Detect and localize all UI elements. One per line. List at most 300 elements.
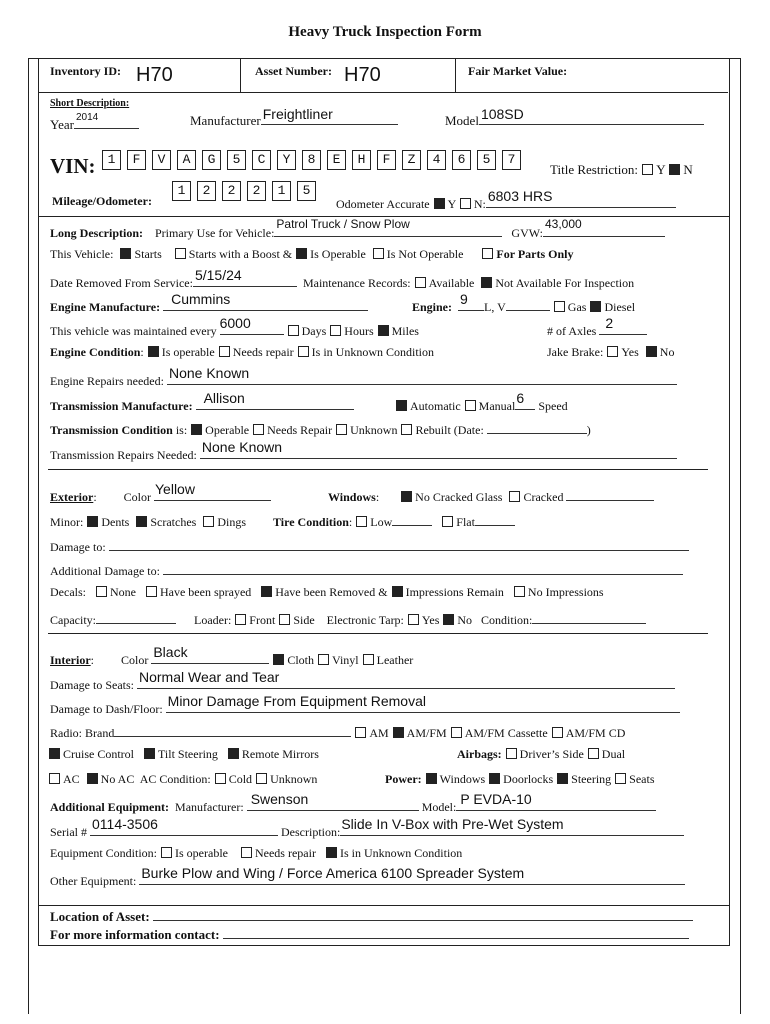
vin-char-box[interactable]: 8 [302,150,321,170]
date-removed-label: Date Removed From Service: [50,276,193,290]
engine-repairs-value: None Known [168,365,250,381]
title-restriction [550,162,693,178]
dings-checkbox[interactable] [203,516,214,527]
loader-side-checkbox[interactable] [279,614,290,625]
days-checkbox[interactable] [288,325,299,336]
title-restriction-label: Title Restriction: [550,162,638,177]
cruise-checkbox[interactable] [49,748,60,759]
odo-label: Odometer Accurate [336,197,430,211]
axles-row [547,315,647,339]
vin-char-box[interactable]: 5 [477,150,496,170]
decals-sprayed-label: Have been sprayed [159,585,252,599]
days-label: Days [301,324,327,338]
power-steering-label: Steering [571,772,612,786]
engine-repair-label: Needs repair [232,345,294,359]
dents-label: Dents [101,515,130,529]
equip-repair-checkbox[interactable] [241,847,252,858]
cloth-checkbox[interactable] [273,654,284,665]
power-seats-label: Seats [629,772,655,786]
gvw-field[interactable] [543,217,665,237]
engine-repair-checkbox[interactable] [219,346,230,357]
add-damage-field[interactable] [163,560,683,575]
no-impressions-checkbox[interactable] [514,586,525,597]
trans-repair-checkbox[interactable] [253,424,264,435]
vin-char-box[interactable]: 1 [102,150,121,170]
tarp-yes-label: Yes [421,613,440,627]
gvw-value: 43,000 [544,217,582,231]
miles-checkbox[interactable] [378,325,389,336]
date-removed-field[interactable] [193,267,297,287]
model-value: 108SD [480,106,524,122]
date-removed-row [50,267,635,291]
year-value: 2014 [75,112,99,123]
tarp-yes-checkbox[interactable] [408,614,419,625]
capacity-row [50,609,646,628]
vinyl-checkbox[interactable] [318,654,329,665]
trans-cond-label: Transmission Condition [50,423,173,437]
radio-amfm-checkbox[interactable] [393,727,404,738]
add-equip-model-value: P EVDA-10 [460,791,532,807]
capacity-label: Capacity: [50,613,96,627]
equip-cond-row [50,846,462,861]
manual-checkbox[interactable] [465,400,476,411]
radio-am-label: AM [369,726,389,740]
engine-row [412,291,636,315]
trans-cond-row [50,419,591,438]
starts-label: Starts [134,247,162,261]
manufacturer-label: Manufacturer [190,113,261,128]
maint-not-available-checkbox[interactable] [481,277,492,288]
radio-brand-field[interactable] [114,722,351,737]
ac-condition-label: AC Condition: [139,772,211,786]
engine-operable-checkbox[interactable] [148,346,159,357]
tarp-no-label: No [457,613,473,627]
not-operable-checkbox[interactable] [373,248,384,259]
section-divider-2 [48,633,708,634]
model-row [445,106,704,129]
section-divider-1 [48,469,708,470]
speed-field[interactable] [515,390,535,410]
trans-repairs-value: None Known [201,439,283,455]
title-n-label: N [683,162,693,177]
gas-label: Gas [567,300,587,314]
add-equip-row [50,791,656,815]
cloth-label: Cloth [287,653,315,667]
serial-value: 0114-3506 [92,816,158,832]
engine-v-field[interactable] [506,296,550,311]
vin-char-box[interactable]: 6 [452,150,471,170]
trans-unknown-checkbox[interactable] [336,424,347,435]
vin-label: VIN: [50,154,96,178]
mileage-boxes[interactable] [172,181,322,201]
trans-operable-checkbox[interactable] [191,424,202,435]
equip-operable-checkbox[interactable] [161,847,172,858]
hours-checkbox[interactable] [330,325,341,336]
interior-color-field[interactable] [151,644,269,664]
ac-cold-checkbox[interactable] [215,773,226,784]
engine-mfr-value: Cummins [171,291,231,307]
mirrors-checkbox[interactable] [228,748,239,759]
rebuilt-date-field[interactable] [487,419,587,434]
form-title: Heavy Truck Inspection Form [288,24,482,40]
minor-row: Minor: Dents Scratches Dings Tire Condition: Low Flat [50,511,515,530]
primary-use-value: Patrol Truck / Snow Plow [276,217,410,231]
long-desc-row [50,217,665,241]
odo-n-label: N: [473,197,486,211]
equip-desc-value: Slide In V-Box with Pre-Wet System [341,816,564,832]
vin-char-box[interactable]: 7 [502,150,521,170]
seats-value: Normal Wear and Tear [138,669,280,685]
contact-field[interactable] [223,924,689,939]
vin-char-box[interactable]: A [177,150,196,170]
impressions-label: Impressions Remain [405,585,504,599]
engine-unknown-label: Is in Unknown Condition [311,345,435,359]
trans-repair-label: Needs Repair [267,423,333,437]
operable-label: Is Operable [310,247,366,261]
impressions-checkbox[interactable] [392,586,403,597]
ac-checkbox[interactable] [49,773,60,784]
vin-char-box[interactable]: F [377,150,396,170]
no-cracked-checkbox[interactable] [401,491,412,502]
automatic-label: Automatic [410,399,461,413]
tilt-checkbox[interactable] [144,748,155,759]
engine-label: Engine: [412,300,453,314]
year-row [50,114,139,133]
tire-low-checkbox[interactable] [356,516,367,527]
vin-char-box[interactable]: 5 [227,150,246,170]
decals-removed-checkbox[interactable] [261,586,272,597]
engine-value: 9 [460,291,468,307]
maintained-label: This vehicle was maintained every [50,324,217,338]
hours-label: Hours [344,324,374,338]
vin-char-box[interactable]: C [252,150,271,170]
vin-char-box[interactable]: 4 [427,150,446,170]
vin-char-box[interactable]: H [352,150,371,170]
cracked-checkbox[interactable] [509,491,520,502]
tire-low-field[interactable] [392,511,432,526]
vinyl-label: Vinyl [332,653,359,667]
model-label: Model [445,113,479,128]
interior-row: Interior: Color Black Cloth Vinyl Leather [50,644,414,667]
manufacturer-value: Freightliner [262,106,333,122]
engine-cond-row: Engine Condition: Is operable Needs repair Is in Unknown Condition [50,345,435,359]
seats-field[interactable] [137,669,675,689]
gvw-label: GVW: [511,226,543,240]
maint-available-label: Available [428,276,475,290]
add-equip-mfr-field[interactable] [247,791,419,811]
exterior-color-value: Yellow [155,481,195,497]
model-field[interactable] [479,106,704,125]
engine-lv-label: L, V [484,300,506,314]
exterior-color-field[interactable] [154,481,271,501]
cracked-label: Cracked [523,490,564,504]
automatic-checkbox[interactable] [396,400,407,411]
asset-value[interactable]: H70 [344,64,381,86]
vin-char-box[interactable]: F [127,150,146,170]
primary-use-label: Primary Use for Vehicle: [155,226,275,240]
dash-label: Damage to Dash/Floor: [50,702,163,716]
jake-yes-label: Yes [621,345,639,359]
scratches-checkbox[interactable] [136,516,147,527]
header-cell-divider-1 [240,58,241,92]
serial-label: Serial # [50,825,87,839]
dual-airbag-checkbox[interactable] [588,748,599,759]
parts-only-checkbox[interactable] [482,248,493,259]
add-equip-mfr-value: Swenson [250,791,309,807]
serial-row [50,816,684,840]
windows-row: Windows: No Cracked Glass Cracked [328,486,654,505]
mirrors-label: Remote Mirrors [241,747,319,761]
this-vehicle-row [50,247,574,262]
radio-amfm-label: AM/FM [406,726,447,740]
miles-label: Miles [391,324,419,338]
equip-operable-label: Is operable [175,846,228,860]
other-equip-label: Other Equipment: [50,874,137,888]
decals-label: Decals: [50,585,86,599]
power-windows-label: Windows [439,772,486,786]
equip-desc-field[interactable] [340,816,684,836]
parts-only-label: For Parts Only [496,247,574,261]
maint-records-label: Maintenance Records: [302,276,411,290]
header-cell-divider-2 [455,58,456,92]
odo-field[interactable] [486,188,676,208]
mileage-digit-box[interactable]: 2 [222,181,241,201]
minor-label: Minor: [50,515,84,529]
tire-label: Tire Condition [273,515,349,529]
engine-repairs-field[interactable] [167,365,677,385]
add-damage-label: Additional Damage to: [50,564,160,578]
maint-available-checkbox[interactable] [415,277,426,288]
jake-brake-label: Jake Brake: [547,345,604,359]
not-operable-label: Is Not Operable [386,247,464,261]
engine-repairs-row [50,365,677,389]
trans-mfr-row [50,390,354,414]
dash-value: Minor Damage From Equipment Removal [167,693,426,709]
axles-field[interactable] [599,315,647,335]
trans-repairs-field[interactable] [200,439,677,459]
no-cracked-label: No Cracked Glass [415,490,503,504]
add-damage-row [50,560,683,579]
year-field[interactable] [74,114,139,129]
maintained-value: 6000 [219,315,251,331]
tire-low-label: Low [370,515,393,529]
mileage-digit-box[interactable]: 1 [172,181,191,201]
add-equip-mfr-label: Manufacturer: [175,800,244,814]
trans-mfr-label: Transmission Manufacture: [50,399,193,413]
boost-label: Starts with a Boost & [188,247,293,261]
dual-airbag-label: Dual [601,747,626,761]
primary-use-field[interactable] [274,217,502,237]
trans-rebuilt-checkbox[interactable] [401,424,412,435]
no-ac-label: No AC [100,772,135,786]
decals-none-checkbox[interactable] [96,586,107,597]
trans-rebuilt-label: Rebuilt (Date: [415,423,484,437]
vin-char-box[interactable]: E [327,150,346,170]
driver-airbag-label: Driver’s Side [519,747,584,761]
engine-operable-label: Is operable [161,345,215,359]
odo-y-label: Y [447,197,456,211]
dash-row [50,693,680,717]
engine-field[interactable] [458,291,484,311]
engine-mfr-field[interactable] [163,291,368,311]
driver-airbag-checkbox[interactable] [506,748,517,759]
seats-label: Damage to Seats: [50,678,134,692]
location-field[interactable] [153,906,693,921]
radio-cd-label: AM/FM CD [565,726,626,740]
asset-label: Asset Number: [255,64,332,78]
maintained-field[interactable] [219,315,284,335]
starts-checkbox[interactable] [120,248,131,259]
engine-repairs-label: Engine Repairs needed: [50,374,164,388]
equip-unknown-checkbox[interactable] [326,847,337,858]
rebuilt-close: ) [586,423,591,437]
loader-front-checkbox[interactable] [235,614,246,625]
tarp-condition-label: Condition: [481,613,533,627]
decals-row [50,585,604,600]
dash-field[interactable] [166,693,680,713]
jake-no-checkbox[interactable] [646,346,657,357]
power-seats-checkbox[interactable] [615,773,626,784]
trans-repairs-label: Transmission Repairs Needed: [50,448,197,462]
tilt-label: Tilt Steering [158,747,218,761]
ac-unknown-checkbox[interactable] [256,773,267,784]
add-equip-label: Additional Equipment: [50,800,170,814]
this-vehicle-label: This Vehicle: [50,247,114,261]
exterior-color-label: Color [123,490,151,504]
manufacturer-field[interactable] [261,106,398,125]
inventory-value[interactable]: H70 [136,64,173,86]
dings-label: Dings [217,515,246,529]
tarp-no-checkbox[interactable] [443,614,454,625]
radio-cd-checkbox[interactable] [552,727,563,738]
engine-mfr-row [50,291,368,315]
power-doorlocks-label: Doorlocks [503,772,554,786]
trans-mfr-field[interactable] [196,390,354,410]
add-equip-model-label: Model: [421,800,457,814]
no-ac-checkbox[interactable] [87,773,98,784]
vin-char-box[interactable]: Z [402,150,421,170]
power-label: Power: [385,772,422,786]
title-y-label: Y [656,162,666,177]
equip-desc-label: Description: [281,825,341,839]
add-equip-model-field[interactable] [456,791,656,811]
gas-checkbox[interactable] [554,301,565,312]
maintained-row [50,315,419,339]
manufacturer-row [190,106,398,129]
airbags-row [457,747,625,762]
radio-cassette-checkbox[interactable] [451,727,462,738]
jake-no-label: No [659,345,675,359]
vin-char-box[interactable]: G [202,150,221,170]
ac-cold-label: Cold [228,772,253,786]
axles-label: # of Axles [547,324,597,338]
power-steering-checkbox[interactable] [557,773,568,784]
loader-side-label: Side [293,613,315,627]
trans-mfr-value: Allison [203,390,245,406]
mileage-digit-box[interactable]: 5 [297,181,316,201]
location-row [50,906,693,925]
diesel-checkbox[interactable] [590,301,601,312]
mileage-label: Mileage/Odometer: [52,194,152,208]
title-y-checkbox[interactable] [642,164,653,175]
tarp-condition-field[interactable] [532,609,646,624]
mileage-digit-box[interactable]: 1 [272,181,291,201]
tire-flat-field[interactable] [475,511,515,526]
tire-flat-label: Flat [456,515,475,529]
engine-mfr-label: Engine Manufacture: [50,300,161,314]
mileage-digit-box[interactable]: 2 [247,181,266,201]
odo-value: 6803 HRS [487,188,553,204]
damage-row [50,536,689,555]
jake-yes-checkbox[interactable] [607,346,618,357]
vin-char-box[interactable]: Y [277,150,296,170]
ac-unknown-label: Unknown [270,772,318,786]
seats-row [50,669,675,693]
boost-checkbox[interactable] [175,248,186,259]
trans-operable-label: Operable [205,423,250,437]
ac-row [48,772,317,787]
trans-unknown-label: Unknown [350,423,398,437]
power-doorlocks-checkbox[interactable] [489,773,500,784]
diesel-label: Diesel [604,300,636,314]
odo-y-checkbox[interactable] [434,198,445,209]
equip-repair-label: Needs repair [254,846,316,860]
short-desc-label: Short Description: [50,98,130,109]
radio-row [50,722,625,741]
mileage-digit-box[interactable]: 2 [197,181,216,201]
jake-brake-row [547,345,674,360]
leather-checkbox[interactable] [363,654,374,665]
tire-flat-checkbox[interactable] [442,516,453,527]
location-label: Location of Asset: [50,909,150,924]
windows-label: Windows [328,490,376,504]
axles-value: 2 [605,315,614,331]
cruise-label: Cruise Control [63,747,134,761]
maint-not-available-label: Not Available For Inspection [495,276,635,290]
trans-repairs-row [50,439,677,463]
vin-boxes[interactable] [102,150,527,170]
decals-removed-label: Have been Removed & [275,585,388,599]
long-desc-label: Long Description: [50,226,143,240]
trans-type-row [395,390,568,414]
dents-checkbox[interactable] [87,516,98,527]
serial-field[interactable] [90,816,278,836]
other-equip-field[interactable] [139,865,685,885]
scratches-label: Scratches [150,515,197,529]
speed-label: Speed [538,399,568,413]
loader-front-label: Front [249,613,276,627]
damage-label: Damage to: [50,540,106,554]
odo-n-checkbox[interactable] [460,198,471,209]
engine-unknown-checkbox[interactable] [298,346,309,357]
title-n-checkbox[interactable] [669,164,680,175]
loader-label: Loader: [193,613,232,627]
fmv-label: Fair Market Value: [468,64,568,78]
equip-unknown-label: Is in Unknown Condition [339,846,463,860]
airbags-label: Airbags: [457,747,502,761]
vin-char-box[interactable]: V [152,150,171,170]
cracked-field[interactable] [566,486,654,501]
power-windows-checkbox[interactable] [426,773,437,784]
radio-cassette-label: AM/FM Cassette [464,726,548,740]
damage-field[interactable] [109,536,689,551]
capacity-field[interactable] [96,609,176,624]
exterior-row: Exterior: Color Yellow [50,486,271,505]
contact-label: For more information contact: [50,927,220,942]
operable-checkbox[interactable] [296,248,307,259]
radio-am-checkbox[interactable] [355,727,366,738]
decals-sprayed-checkbox[interactable] [146,586,157,597]
